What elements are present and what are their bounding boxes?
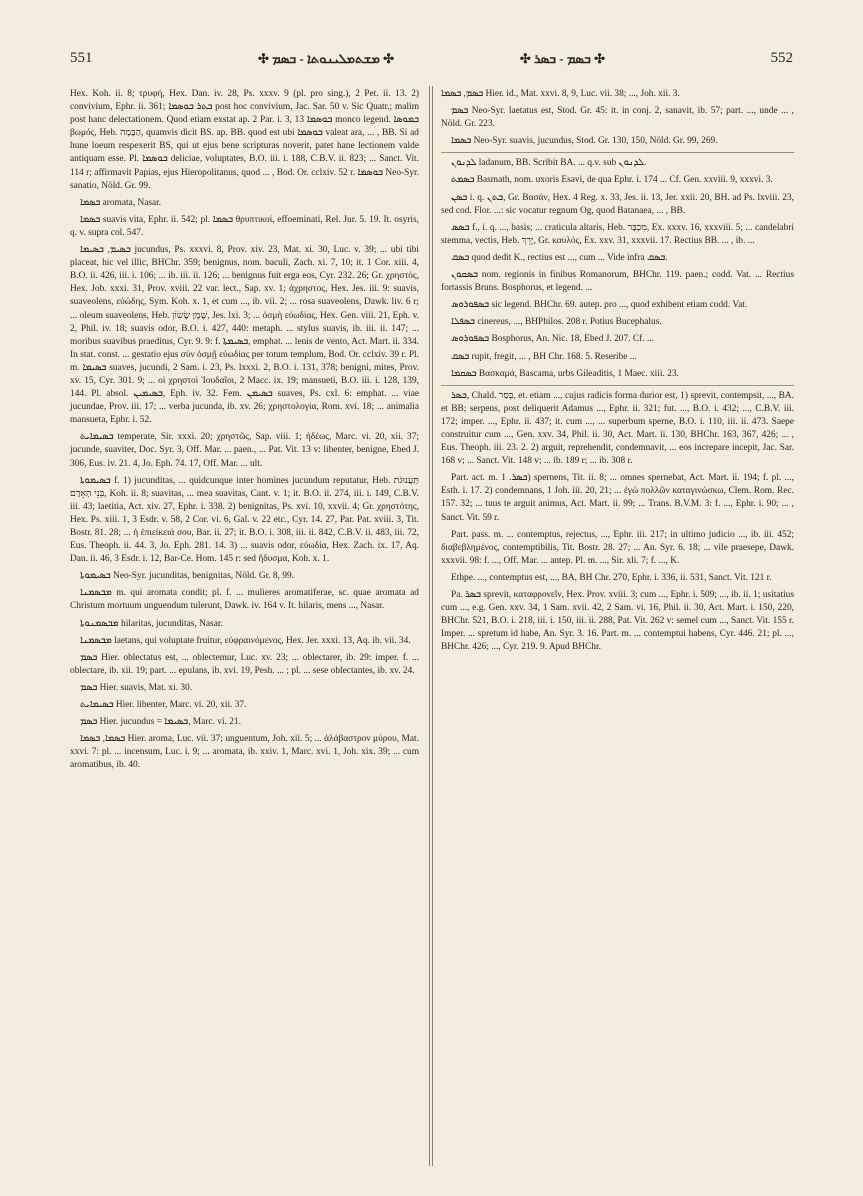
entry: ܒܣܡܬ Basmath, nom. uxoris Esavi, de qua Ephr. i. 174 ... Cf. Gen. xxviii. 9, xxxvi. 3. [451,175,773,186]
entry: ܒܣܡ, ܒܣܡܐ Hier. id., Mat. xxvi. 8, 9, Luc. vii. 38; ..., Joh. xii. 3. [441,89,680,99]
entry: ܡܒܣܡܢܐ m. qui aromata condit; pl. f. ... mulieres aromatiferae, sc. quae aromata ad Christum mortuum unguendum tulerunt, Dawk. iv. 164 v. It. hilaris, mens ..., Nasar. [70,588,419,612]
entry: ܒܣܝܡܐܝܬ Hier. libenter, Marc. vi. 20, xii. 37. [80,700,247,711]
column-divider-inner [432,86,433,1166]
entry: ܒܣܡܐ Neo-Syr. suavis, jucundus, Stod. Gr. 130, 150, Nöld. Gr. 99, 269. [451,136,718,147]
entry: Hex. Koh. ii. 8; τρυφή, Hex. Dan. iv. 28, Ps. xxxv. 9 (pl. pro sing.), 2 Pet. ii. 13. 2) convivium, Ephr. ii. 361; ܒܬܪ ܒܘܣܡܐ post hoc convivium, Jac. Sar. 50 v. Sic Quatr.; malim post hanc delectationem. Quod etiam exstat ap. 2 Par. i. 3, 13 ܒܘܣܡܐ monco legend. ܒܡܘܣܐ βωμός, Heb. הַבָּמָה, quamvis dicit BS. ap. BB. quod est ubi ܒܘܣܡܐ valeat ara, ... , BB. Si ad hune loeum respexerit BS, qui ut ejus bene scripturas noverit, patet hane lectionem valde antiquam esse. Pl. ܒܘܣܡܐ deliciae, voluptates, B.O. iii. i. 188, C.B.V. ii. 823; ... Sanct. Vit. 114 r; affirmavit Papias, ejus Hieropolitanus, quod ... , Bod. Or. cclxiv. 52 r. ܒܘܣܡܐ Neo-Syr. sanatio, Nöld. Gr. 99. [70,89,420,191]
entry: ܒܣܝܡ, ܒܣܝܡܐ jucundus, Ps. xxxvi. 8, Prov. xiv. 23, Mat. xi. 30, Luc. v. 39; ... ubi tibi placeat, hic vel illic, BHChr. 359; benignus, nom. baculi, Zach. xi. 7, 10; it. 1 Cor. xiii. 4, B.O. ii. 426, iii. i. 106; ... ib. iii. ii. 126; ... benignus fuit erga eos, Cyr. 232. 26; Gr. χρηστός, Hex. Job. xxxi. 31, Prov. xviii. 22 var. lect., Sap. xv. 1; ἀχρηστος, Hex. Jes. iii. 9: suavis, suaveolens, εὐώδης, Sym. Koh. x. 1, et cum ..., ib. vii. 2; ... rosa suaveolens, Dawk. liv. 6 r; ... oleum suaveolens, Heb. שֶׁמֶן שָׂשׂוֹן, Jes. lxi. 3; ... ὀσμὴ εὐωδίας, Hex. Gen. viii. 21, Eph. v. 2, Phil. iv. 18; suavis odor, B.O. i. 427, 440: metaph. ... stylus suavis, ib. iii. ii. 147; ... moribus suavibus praeditus, Cyr. 9. 9: f. ܒܣܝܡܬܐ, emphat. ... lenis de vento, Act. Mart. ii. 334. In stat. const. ... gestatio ejus σὺν ὀσμῇ εὐωδίας per totum templum, Bod. Or. cclxiv. 39 r. Pl. m. ܒܣܝܡܐ suaves, jucundi, 2 Sam. i. 23, Ps. lxxxi. 2, B.O. i. 131, 378; benigni, mites, Prov. xv. 15, Cyr. 301. 9; ... οἱ χρηστοὶ Ἰουδαῖοι, 2 Macc. ix. 19; mansueti, B.O. iii. i. 128, 139, 144. Pl. absol. ܒܣܝܡܝܢ, Eph. iv. 32. Fem. ܒܣܝܡܢ suaves, Ps. cxl. 6: emphat. ... viae jucundae, Prov. iii. 17; ... verba jucunda, ib. xv. 26; χρηστολογία, Rom. xvi. 18; ... animalia mansueta, Ephr. i. 52. [70,245,420,426]
entry: Pa. ܒܣܪ sprevit, καταφρονεῖν, Hex. Prov. xviii. 3; cum ..., Ephr. i. 509; ..., ib. ii. 1; usitatius cum ..., e.g. Gen. xxv. 34, 1 Sam. xvii. 42, 2 Sam. vi. 16, Phil. ii. 30, Act. Mart. i. 150, 220, BHChr. 521, B.O. i. 218, iii. i. 150, iii. ii. 288, Pat. Vit. 262 v: semel cum ..., Sanct. Vit. 155 r. Imper. ... spretum id habe, An. Syr. 3. 16. Part. m. ... contemptui habens, Cyr. 446. 21; pl. ..., BHChr. 426; ..., Cyr. 219. 9. Apud BHChr. [441,590,795,653]
entry: ܒܣܡܐ aromata, Nasar. [80,197,162,208]
left-page-number: 551 [70,50,93,66]
entry: ܠܕܢܘܢ ladanum, BB. Scribit BA. ... q.v. sub ܠܕܢܘܢ. [441,152,794,170]
entry: Part. act. m. ܒܣܪ. 1) spernens, Tit. ii. 8; ... omnes spernebat, Act. Mart. ii. 194; f. pl. ..., Esth. i. 17. 2) condemnans, 1 Joh. iii. 20, 21; ... ἐγὼ πολλῶν καταγινώσκω, Clem. Rom. Rec. 157. 32; ... tuus te arguit animus, Act. Mart. ii. 99; ... Trans. B.V.M. 3: f. ..., Ephr. i. 90; ... , Sanct. Vit. 59 r. [441,473,794,523]
entry: ܒܣܡܐ, ܒܣܡܐ Hier. aroma, Luc. vii. 37; unguentum, Joh. xii. 5; ... ἀλάβαστρον μύρου, Mat. xxvi. 7: pl. ... incensum, Luc. i. 9; ... aromata, ib. xxiv. 1, Marc. xvi. 1, Joh. xix. 39; ... cum aromatibus, ib. 40. [70,734,419,771]
entry: ܒܣܡ Hier. suavis, Mat. xi. 30. [80,682,193,693]
page-header [58,50,805,72]
entry: ܒܣܝܡܘܬܐ Neo-Syr. jucunditas, benignitas, Nöld. Gr. 8, 99. [80,571,295,582]
entry: ܒܣܦܘܪܘܣ Bosphorus, An. Nic. 18, Ebed J. 207. Cf. ... [451,334,654,345]
entry: ܒܣܡ Hier. jucundus = ܒܣܝܡܐ, Marc. vi. 21. [80,717,241,728]
entry: ܒܣܝܡܘܬܐ f. 1) jucunditas, ... quidcunque inter homines jucundum reputatur, Heb. תַּעֲנוּגֹת בְּנֵי הָאָדָם, Koh. ii. 8; suavitas, ... mea suavitas, Cant. v. 1; it. B.O. ii. 274, iii. i. 149, C.B.V. iii. 43; laetitia, Act. xiv. 27, Ephr. i. 338. 2) benignitas, Ps. xvi. 10, xxvii. 4; Gr. χρηστότης, Hex. Ps. xiii. 1, 3 Esdr. v. 58, 2 Cor. vi. 6, Gal. v. 22 etc., Cyr. 14. 27, Par. Pat. xviii. 3, Tit. Bostr. 81. 28; ... ἡ ἐπιείκειά σου, Bar. ii. 27; it. B.O. i. 308, iii. ii. 842, C.B.V. ii. 483, iii. 72, Eus. Theoph. ii. 44. 3, Jo. Eph. 281. 14. 3) ... suavis odor, εὐωδία, Hex. Zach. ix. 17, Aq. Dan. ii. 46, 3 Esdr. i. 12, Bar-Ce. Hom. 145 r: sed ἥδυσμα, Koh. x. 1. [70,475,420,565]
left-column [70,88,419,777]
right-page-number: 552 [770,50,793,66]
entry: ܒܣܩ quod dedit K., rectius est ..., cum ... Vide infra ܒܣܩ. [451,252,668,263]
left-running-head: ✣ ܡܫܬܡܠܝܢܘܬܐ - ܒܣܡ ✣ [258,51,395,66]
column-divider [429,86,430,1166]
right-column [441,88,794,658]
entry: ܒܣܩܡܐ Βασκαμά, Bascama, urbs Gileaditis, 1 Maec. xiii. 23. [451,368,679,379]
entry: ܡܒܣܡܢܐ laetans, qui voluptate fruitur, εὐφραινόμενος, Hex. Jer. xxxi. 13, Aq. ib. vii. 34. [80,635,411,646]
entry: Part. pass. m. ... contemptus, rejectus, ..., Ephr. iii. 217; in ultimo judicio ..., ib. iii. 452; διαβεβλημένος, contemptibilis, Tit. Bostr. 28. 27; ... An. Syr. 6. 18; ... vile praesepe, Dawk. xxxvii. 98: f. ..., Off. Mar. ... antep. Pl. m. ..., Sir. xli. 7; f. ..., K. [441,529,794,566]
entry: ܒܣܩܘܢ nom. regionis in finibus Romanorum, BHChr. 119. paen.; codd. Vat. ... Rectius fortassis Bruns. Bosphorus, et legend. ... [441,270,794,294]
entry: ܡܒܣܡܢܘܬܐ hilaritas, jucunditas, Nasar. [80,618,223,629]
entry: ܒܣܦܠܐ cinereus, ..., BHPhilos. 208 r. Potius Bucephalus. [451,317,662,328]
right-running-head: ✣ ܒܣܡ - ܒܣܪ ✣ [519,51,605,66]
entry: Ethpe. ..., contemptus est, ..., BA, BH Chr. 270, Ephr. i. 336, ii. 531, Sanct. Vit. 121 r. [451,572,772,583]
entry: ܒܣܩ rupit, fregit, ... , BH Chr. 168. 5. Reseribe ... [451,351,637,362]
entry: ܒܣܢ i. q. ܒܬܢ, Gr. Βασάν, Hex. 4 Reg. x. 33, Jes. ii. 13, Jer. xxii. 20, BH. ad Ps. lxviii. 23, sed cod. Flor. ...: sic vocatur regnum Og, quod Batanaea, ... , BB. [441,192,794,216]
entry: ܒܣܪ, Chald. בְּסַר, et. etiam ..., cujus radicis forma durior est, 1) sprevit, contempsit, ..., BA. et BB; serpens, post deliquerit Adamus ..., Ephr. ii. 321; fut. ..., B.O. i. 432; ..., C.B.V. iii. 172; imper. ..., Ephr. ii. 437; it. cum ..., ... superbum sperne, B.O. i. 110, iii. ii. 473. Saepe construitur cum ..., Gen. xxv. 34, Phil. ii. 30, Act. Mart. ii. 130, BHChr. 163, 367, 426; ... , Eus. Theoph. iii. 23. 2. 2) arguit, reprehendit, condemnavit, ... eos increpare incepit, Jac. Sar. 168 v; ... Sanct. Vit. 148 v; ... ib. 189 r; ... ib. 308 r. [441,385,794,469]
entry: ܒܣܝܡܐܝܬ temperate, Sir. xxxi. 20; χρηστῶς, Sap. viii. 1; ἡδέως, Marc. vi. 20, xii. 37; jucunde, suaviter, Doc. Syr. 3, Off. Mar. ... paen., ... Pat. Vit. 13 v: libenter, benigne, Ebed J. 306, Eus. iv. 21. 4, Jo. Eph. 74. 17, Off. Mar. ... ult. [70,432,419,469]
entry: ܒܣܡ Hier. oblectatus est, ... oblectemur, Luc. xv. 23; ... oblectarer, ib. 29: imper. f. ... oblectare, ib. xii. 19; part. ... epulans, ib. xvi. 19, Pesh. ... ; pl. ... sese oblectantes, ib. xv. 24. [70,652,419,676]
entry: ܒܣܣ f., i. q. ..., basis; ... craticula altaris, Heb. מִכְבָּר, Ex. xxxv. 16, xxxviii. 5; ... candelabri stemma, vectis, Heb. יָרֵךְ, Gr. καυλός, Ex. xxv. 31, xxxvii. 17. Rectius BB. ... , ib. ... [441,222,795,246]
entry: ܒܣܡܐ suavis vita, Ephr. ii. 542; pl. ܒܣܡܐ θρυπτικοί, effoeminati, Rel. Jur. 5. 19. It. osyris, q. v. supra col. 547. [70,214,419,238]
entry: ܒܣܦܘܪܘܣ sic legend. BHChr. 69. autep. pro ..., quod exhibent etiam codd. Vat. [451,300,748,311]
entry: ܒܣܡ Neo-Syr. laetatus est, Stod. Gr. 45: it. in conj. 2, sanavit, ib. 57; part. ..., unde ... , Nöld. Gr. 223. [441,106,794,130]
